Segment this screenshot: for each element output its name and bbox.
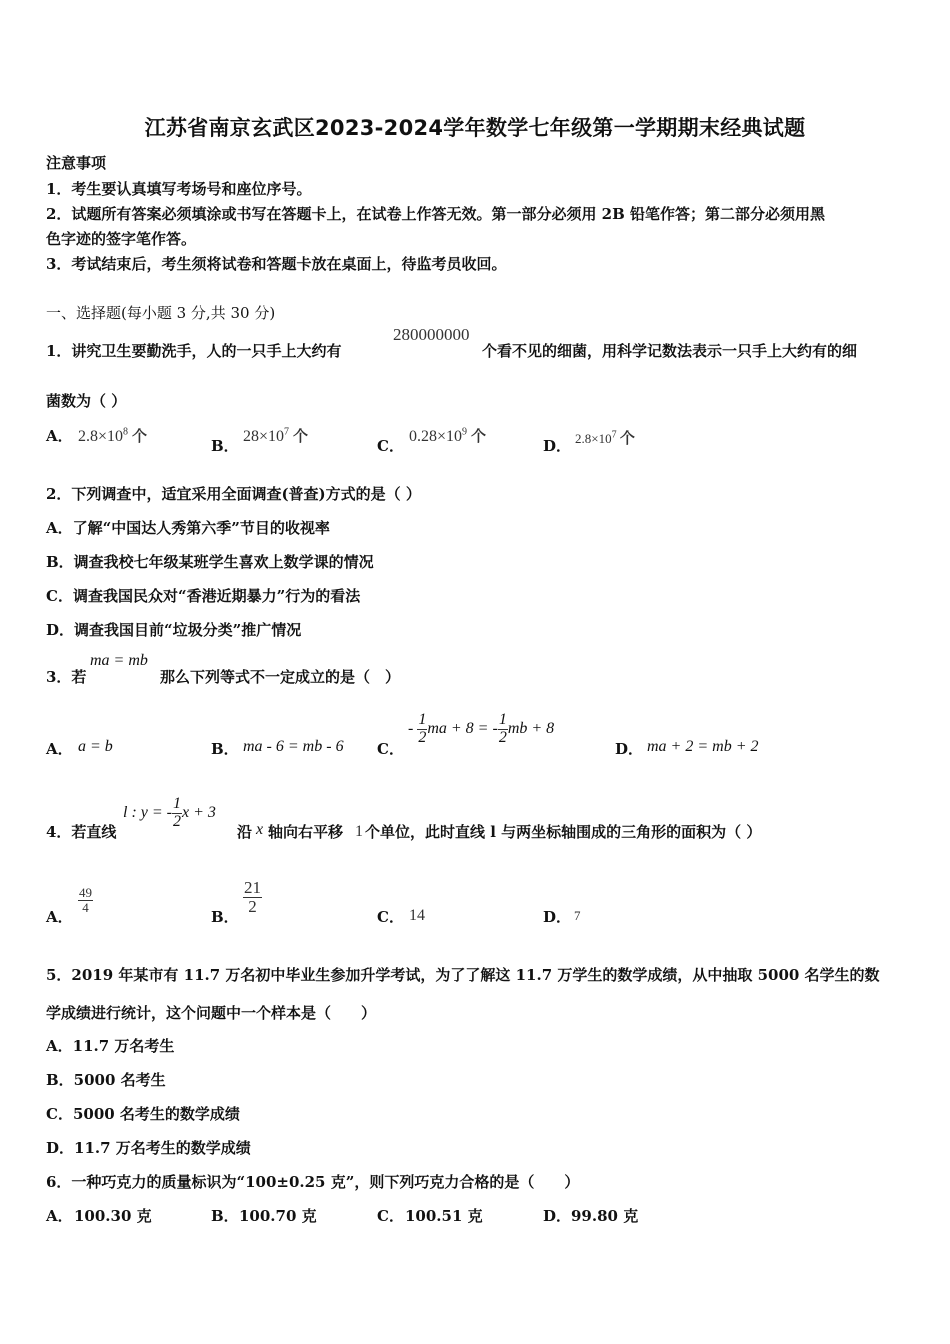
q1-option-d-base: 2.8×10: [575, 431, 612, 446]
q3-suffix: 那么下列等式不一定成立的是（ ）: [160, 668, 401, 686]
q3-option-c-num-left: 1: [418, 711, 427, 728]
q2-option-d: D．调查我国目前“垃圾分类”推广情况: [46, 621, 302, 639]
q1-option-a-base: 2.8×10: [78, 428, 124, 445]
q3-option-c-letter: C．: [377, 740, 404, 758]
q1-option-b-value: [243, 425, 308, 446]
q3-option-c-lhs-rest: ma + 8 = -: [427, 719, 498, 737]
q1-option-c-exp: 9: [462, 426, 468, 438]
q4-option-b-fraction: [243, 879, 262, 916]
q5-line1: 5．2019 年某市有 11.7 万名初中毕业生参加升学考试，为了了解这 11.7 万学生的数学成绩，从中抽取 5000 名学生的数: [46, 966, 880, 984]
q3-option-c-num-right: 1: [498, 711, 507, 728]
q1-line2: 菌数为（ ）: [46, 392, 127, 410]
q1-option-c: [377, 435, 404, 456]
q6-option-b-letter: B．: [211, 1207, 239, 1225]
q1-option-d: [543, 435, 571, 456]
q1-option-b: [211, 435, 239, 456]
q6-option-b-value: 100.70 克: [239, 1207, 317, 1225]
q4-option-a-num: 49: [79, 885, 92, 900]
q5-option-a: A．11.7 万名考生: [46, 1037, 175, 1055]
q4-option-a-value: [78, 886, 93, 914]
q5-line2: 学成绩进行统计，这个问题中一个样本是（ ）: [46, 1004, 377, 1022]
q1-number: 280000000: [393, 325, 470, 344]
q3-option-a-expr: a = b: [78, 738, 113, 755]
q6-option-c-value: 100.51 克: [405, 1207, 483, 1225]
q3-condition: ma = mb: [90, 652, 148, 669]
q4-line-den: 2: [173, 812, 181, 830]
page-title: 江苏省南京玄武区2023-2024学年数学七年级第一学期期末经典试题: [144, 116, 806, 140]
q6-option-c-letter: C．: [377, 1207, 404, 1225]
q3-option-c-fraction-left: [417, 712, 427, 747]
q6-option-a-letter: A．: [46, 1207, 73, 1225]
q5-option-b: B．5000 名考生: [46, 1071, 166, 1089]
q1-option-d-letter: D．: [543, 437, 572, 455]
q3-option-d-expr: ma + 2 = mb + 2: [647, 738, 759, 755]
q1-option-c-unit: 个: [471, 429, 487, 445]
notice-heading: 注意事项: [46, 154, 107, 172]
q4-option-a-den: 4: [82, 899, 89, 915]
q4-mid2: 轴向右平移: [268, 823, 344, 841]
q3-prefix: 3．若: [46, 668, 87, 686]
q4-shift: 1: [355, 823, 363, 840]
q3-option-c-den-right: 2: [498, 728, 507, 746]
q1-option-c-base: 0.28×10: [409, 428, 463, 445]
q3-option-c-expr: [408, 712, 554, 747]
q4-option-d-value: 7: [574, 908, 581, 923]
q4-option-b-num: 21: [244, 878, 261, 897]
q4-option-b-letter: B．: [211, 908, 239, 926]
notice-item-2: 2．试题所有答案必须填涂或书写在答题卡上，在试卷上作答无效。第一部分必须用 2B 铅笔作答；第二部分必须用黑: [46, 205, 826, 223]
q1-option-d-exp: 7: [611, 429, 617, 441]
q5-option-c: C．5000 名考生的数学成绩: [46, 1105, 240, 1123]
q4-line-num: 1: [173, 795, 181, 812]
q3-option-b-expr: ma - 6 = mb - 6: [243, 738, 344, 755]
q1-option-a-letter: A．: [46, 427, 73, 445]
q1-option-d-unit: 个: [619, 431, 635, 447]
q4-option-b-value: [243, 879, 262, 916]
notice-item-3: 3．考试结束后，考生须将试卷和答题卡放在桌面上，待监考员收回。: [46, 255, 507, 273]
q3-option-b-letter: B．: [211, 740, 239, 758]
q4-option-a-letter: A．: [46, 908, 73, 926]
q6-option-a-value: 100.30 克: [74, 1207, 152, 1225]
q4-line-lhs: l : y = -: [123, 803, 172, 821]
q3-option-c-sign: -: [408, 719, 414, 737]
q1-option-a: [46, 425, 73, 446]
q1-option-b-letter: B．: [211, 437, 239, 455]
q1-option-c-value: [409, 425, 486, 446]
q1-option-d-value: [575, 427, 635, 448]
q2-option-a: A．了解“中国达人秀第六季”节目的收视率: [46, 519, 330, 537]
q4-option-a-fraction: [78, 886, 93, 914]
q1-option-a-unit: 个: [132, 429, 148, 445]
q6-option-d-value: 99.80 克: [571, 1207, 639, 1225]
q4-var-x: x: [256, 821, 264, 838]
q4-line-fraction: [172, 796, 182, 831]
q4-option-d-letter: D．: [543, 908, 572, 926]
q2-option-b: B．调查我校七年级某班学生喜欢上数学课的情况: [46, 553, 374, 571]
q3-option-c-den-left: 2: [418, 728, 427, 746]
q6-option-d-letter: D．: [543, 1207, 572, 1225]
q3-option-c-rhs-rest: mb + 8: [507, 719, 555, 737]
q1-option-a-value: [78, 425, 147, 446]
q4-line-rest: x + 3: [182, 803, 216, 821]
q6-stem: 6．一种巧克力的质量标识为“100±0.25 克”，则下列巧克力合格的是（ ）: [46, 1173, 580, 1191]
q1-option-b-exp: 7: [284, 426, 290, 438]
q2-stem: 2．下列调查中，适宜采用全面调查(普查)方式的是（ ）: [46, 485, 421, 503]
section-heading: 一、选择题(每小题 3 分,共 30 分): [46, 304, 276, 322]
q1-suffix: 个看不见的细菌，用科学记数法表示一只手上大约有的细: [482, 342, 858, 360]
q4-option-c-letter: C．: [377, 908, 404, 926]
q3-option-c-fraction-right: [498, 712, 508, 747]
q1-option-b-unit: 个: [293, 429, 309, 445]
q4-suffix: 个单位，此时直线 l 与两坐标轴围成的三角形的面积为（ ）: [365, 823, 762, 841]
q4-line-equation: [123, 796, 216, 831]
notice-item-2-cont: 色字迹的签字笔作答。: [46, 230, 197, 248]
q1-option-a-exp: 8: [123, 426, 129, 438]
q4-prefix: 4．若直线: [46, 823, 117, 841]
q4-option-c-value: 14: [409, 907, 425, 924]
q4-option-b-den: 2: [248, 896, 257, 916]
q2-option-c: C．调查我国民众对“香港近期暴力”行为的看法: [46, 587, 361, 605]
q1-option-b-base: 28×10: [243, 428, 285, 445]
q4-mid1: 沿: [237, 823, 253, 841]
q1-option-c-letter: C．: [377, 437, 404, 455]
q3-option-d-letter: D．: [615, 740, 644, 758]
q1-prefix: 1．讲究卫生要勤洗手，人的一只手上大约有: [46, 342, 342, 360]
notice-item-1: 1．考生要认真填写考场号和座位序号。: [46, 180, 312, 198]
q3-option-a-letter: A．: [46, 740, 73, 758]
q5-option-d: D．11.7 万名考生的数学成绩: [46, 1139, 251, 1157]
